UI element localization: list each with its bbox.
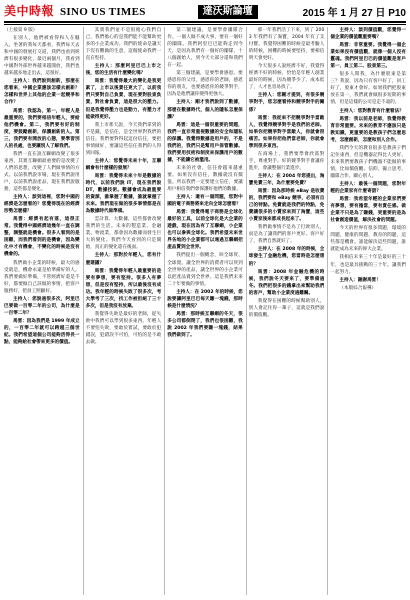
article-paragraph: 馬雲：我認為，第一，年輕人是最重要的，我們要相信年輕人，要給他們機會。第二，我們要有好的制度，要鼓勵創新，保護創新的人。第三，我們要有開放的心態，要學習別人的長處，也要讓別人了解我們。 <box>4 108 80 149</box>
article-paragraph: 那一年我們活了下來，到了 2003 年我們有了淘寶，2004 年有了支付寶。我覺得困難的時候是最考驗人的時候，困難的時候要堅持，要相信明天會更好。 <box>248 28 325 62</box>
article-paragraph: 馬雲：那時候互聯網的冬天，很多公司都倒閉了，我們也很困難，我說 2002 年我們要賺一塊錢，結果我們做到了。 <box>167 311 243 338</box>
article-paragraph: 我們提出一個概念，叫全球買、全球賣。讓全世界的消費者可以買到全世界的產品，讓全世界的小企業可以把產品賣到全世界。這是我們未來二十年要做的事情。 <box>167 253 243 287</box>
article-paragraph: 很多人問我，為什麼股東是第三？我說，因為只有客戶好了，員工好了，股東才會好。如果我們把股東放在第一，我們就會做很多短期的事情，但是這樣的公司是走不遠的。 <box>330 72 406 106</box>
article-paragraph: 在別人，他們被看得和人在騷入，坐著的我每天都看，我們每天去和中國的發展打交道，我們也看到經濟有很多變化，最近兩個月，我看到中國對外部世界越來越開放，我們也越來越多地走出去，這很好。 <box>4 36 80 77</box>
column-4 <box>246 27 325 595</box>
article-paragraph: 主持人：您覺得未來十年，互聯網會有什麼樣的發展？ <box>85 158 162 171</box>
article-paragraph: 馬雲：我覺得最大的變化是我更累了，上市以後責任更大了，以前我們只要對自己負責，現在要對股東負責，對社會負責，這是很大的壓力。但是我覺得壓力也是動力，有壓力才能做得更好。 <box>85 79 162 120</box>
article-paragraph: 其實我們並不是很擔心我們自己，我們擔心的是我們能不能幫助更多的小企業成功。我們的使命是讓天下沒有難做的生意，這個使命我們一直在堅持。 <box>85 28 162 62</box>
column-1 <box>4 27 80 595</box>
column-3 <box>164 27 243 595</box>
masthead-rule-thick <box>4 21 406 23</box>
article-paragraph: 我覺得失敗是最好的老師，從失敗中我們可以學到很多東西。年輕人不要怕失敗，要敢於嘗試，要敢於犯錯誤，犯錯誤不可怕，可怕的是不敢去做。 <box>85 311 162 346</box>
article-paragraph: 主持人：剛才我們說到了數據，那麼在數據時代，個人的隱私怎麼保護？ <box>167 100 243 120</box>
column-5 <box>327 27 406 595</box>
article-body <box>4 27 406 595</box>
article-paragraph: 主持人：您說過很多次，阿里巴巴要做一百零二年的公司，為什麼是一百零二年？ <box>4 296 80 316</box>
date-and-page: 2015 年 1 月 27 日 P10 <box>302 8 406 19</box>
article-paragraph: （上接第 9 版） <box>4 28 38 33</box>
article-paragraph: 主持人：您剛才提到，有很多競爭對手，您怎麼看待和競爭對手的關係？ <box>248 93 325 113</box>
newspaper-logo-english: SINO US TIMES <box>60 5 146 18</box>
masthead <box>4 4 406 19</box>
article-paragraph: 主持人：我們說到創新，那麼在您看來，中國企業應該怎樣去創新？怎樣和世界上其他的企業一起競爭和合作？ <box>4 79 80 106</box>
article-paragraph: 馬雲：非常重要。我覺得一個企業如果沒有價值觀，就像一個人沒有靈魂。我們阿里巴巴的價值觀是客戶第一、員工第二、股東第三。 <box>330 43 406 70</box>
article-paragraph: 主持人：在 2004 年您提出，淘寶免費三年，為什麼要免費？ <box>248 173 325 186</box>
article-paragraph: 我們一直在說互聯網改變了很多東西，其實互聯網最重要的是改變了人們的思想，改變了人們做事情的方式。以前我們說市場，現在我們說用戶，以前我們說產品，現在我們說服務，這些都是變化。 <box>4 151 80 193</box>
article-paragraph: 馬雲：我希望年輕的企業家們要有夢想，要有擔當，要有責任感。做企業不只是為了賺錢，更重要的是為社會創造價值，解決社會的問題。 <box>330 197 406 224</box>
article-paragraph: 我上市那天說，今天我們拿到的不是錢，是信任，是全世界對我們的信任。我們要對得起這份信任，要把事情做好，要讓這些信任我們的人得到回報。 <box>85 122 162 156</box>
column-2 <box>83 27 162 595</box>
article-paragraph: 馬雲：因為我們是 1999 年成立的，一百零二年就可以跨越三個世紀。我們希望這個公司能夠活得長一點，能夠給社會帶來更多的價值。 <box>4 318 80 346</box>
article-paragraph: 雲計算、大數據，這些都會改變我們的生活。未來的製造業、金融業、物流業，都會因為數據而發生巨大的變化。我們今天看到的只是開始，真正的變化還在後面。 <box>85 217 162 251</box>
article-paragraph: 我覺得在困難的時候幫助別人，別人會記住你一輩子，這就是我們說的價值觀。 <box>248 298 325 318</box>
article-paragraph: 我們做事情不是為了打敗別人，而是為了讓我們的客戶更好。客戶好了，我們自然就好了。 <box>248 225 325 245</box>
article-paragraph: 主持人：談到這裡，您對中國的經濟是怎麼看的？您覺得現在的經濟形勢怎麼樣？ <box>4 195 80 215</box>
article-paragraph: 主持人：最後一個問題，您對年輕的企業家有什麼寄語？ <box>330 181 406 195</box>
article-paragraph: 馬雲：經濟有起有落，這很正常。我覺得中國經濟這幾年一直在調整，調整就是機會。很多人看到的是困難，而我們看到的是機會，因為變化中才有機會，不變化的時候是沒有機會的。 <box>4 217 80 258</box>
article-paragraph: 未來的社會，信任會越來越重要。如果沒有信任，數據就沒有價值。所以我們一定要建立信任，要讓用戶相信我們會保護好他們的數據。 <box>167 165 243 193</box>
article-paragraph: 馬雲：這是一個很重要的問題，我們一直非常重視數據的安全和隱私的保護。我覺得數據是用戶的，不是我們的，我們只是幫用戶保管數據。我們要用技術和制度來保護用戶的數據，不能讓它被濫用。 <box>167 122 243 163</box>
article-paragraph: 今天很多人說經濟不好，我覺得經濟不好的時候，恰恰是年輕人創業最好的時候，因為競爭少了，成本低了，人才也容易找了。 <box>248 64 325 91</box>
article-paragraph: 主持人：談到價值觀，您覺得一個企業的價值觀重要嗎？ <box>330 28 406 41</box>
article-paragraph: 馬雲：我覺得電子商務是全球化最好的工具，以前全球化是大企業的遊戲，現在因為有了互聯網，小企業也可以參與全球化。我們希望未來世界各地的小企業都可以通過互聯網把產品賣到全世界。 <box>167 210 243 251</box>
masthead-rule-thin <box>4 24 406 25</box>
article-paragraph: 馬雲：我覺得年輕人最重要的是要有夢想，要有堅持。很多人有夢想，但是沒有堅持，所以最後沒有成功。我年輕的時候失敗了很多次，考大學考了三次，找工作被拒絕了三十多次，但是我沒有放棄。 <box>85 268 162 309</box>
article-paragraph: 馬雲：2008 年金融危機的時候，我們說冬天要來了，要準備過冬。我們把很多的錢拿出來幫助我們的客戶，幫助小企業度過難關。 <box>248 269 325 296</box>
article-paragraph: 主持人：謝謝馬雲！ <box>339 277 381 283</box>
article-paragraph: 第二個建議，是要學會團隊合作。一個人做不成大事，要有一個好的團隊。我們阿里巴巴能夠走到今天，是因為我們有一個好的團隊，十八個創始人，到今天大部分還和我們在一起。 <box>167 28 243 69</box>
article-paragraph: 主持人：在 2008 年的時候，全球發生了金融危機，您當時是怎麼想的？ <box>248 247 325 267</box>
article-paragraph: 我相信未來三十年是最好的三十年，也是最具挑戰的三十年。讓我們一起努力。 <box>330 255 406 275</box>
article-paragraph: 主持人：還有一個問題，您對中國的電子商務將來走向全球怎麼看？ <box>167 195 243 208</box>
article-paragraph: 馬雲：我覺得未來十年是數據的時代，以前我們說 IT，現在我們說 DT，數據技術。數據會成為最重要的資源，誰掌握了數據，誰就掌握了未來。我們現在做的很多事情都是在為數據時代做準備。 <box>85 173 162 215</box>
article-paragraph: 主持人：那麼阿里巴巴上市之後，您的生活有什麼變化嗎？ <box>85 64 162 77</box>
newspaper-logo-chinese: 美中時報 <box>4 4 55 18</box>
article-paragraph: 馬雲：我以前是老師，我覺得教育非常重要。未來的教育不應該只是教知識，更重要的是教孩子們怎麼思考，怎麼創新，怎麼和別人合作。 <box>330 116 406 143</box>
article-paragraph: 馬雲：因為那時候 eBay 是收費的，我們要和 eBay 競爭，必須有自己的特點。免費就是我們的特點，免費讓很多的小賣家來到了淘寶，這些小賣家後來都成長起來了。 <box>248 189 325 223</box>
article-paragraph: 我們今天的教育很多是教孩子們記住東西，但是機器記得比人更好。未來我們要教孩子們機器不能做的事情，比如價值觀、信仰、獨立思考、團隊合作、關心別人。 <box>330 145 406 179</box>
article-paragraph: 主持人：您對教育有什麼看法？ <box>339 108 404 114</box>
article-paragraph: 今天的世界有很多問題，環境的問題，健康的問題，教育的問題，這些都是機會。誰能解決這些問題，誰就能成為未來的偉大企業。 <box>330 226 406 253</box>
article-paragraph: 在商場上，我們要學會欣賞對手，尊重對手。好的競爭對手會讓你進步，會讓整個行業進步。 <box>248 151 325 171</box>
article-paragraph: 主持人：那對於年輕人，您有什麼建議？ <box>85 253 162 266</box>
article-paragraph: 我們做小企業的時候，最大的感受就是，機會永遠是給準備好的人。我們要做好準備，不管經濟好還是不好，都要做自己該做的事情，把客戶服務好，把員工照顧好。 <box>4 260 80 294</box>
article-paragraph: 第三個建議，是要學會感恩。要感恩你的父母，感恩你的老師，感恩你的朋友，也要感恩你的競爭對手，因為是他們讓你變得更強大。 <box>167 71 243 98</box>
section-title: 達沃斯論壇 <box>198 5 258 19</box>
article-paragraph: （本版綜合報導） <box>339 285 377 291</box>
article-paragraph: 主持人：在 2002 年的時候，您說要讓阿里巴巴每天賺一塊錢，那時候是什麼情況？ <box>167 289 243 309</box>
article-paragraph: 馬雲：我從來不把競爭對手當敵人，我覺得競爭對手是我們的老師。如果你把競爭對手當敵人，你就會很痛苦。如果你把他們當老師，你就會學到很多東西。 <box>248 115 325 149</box>
